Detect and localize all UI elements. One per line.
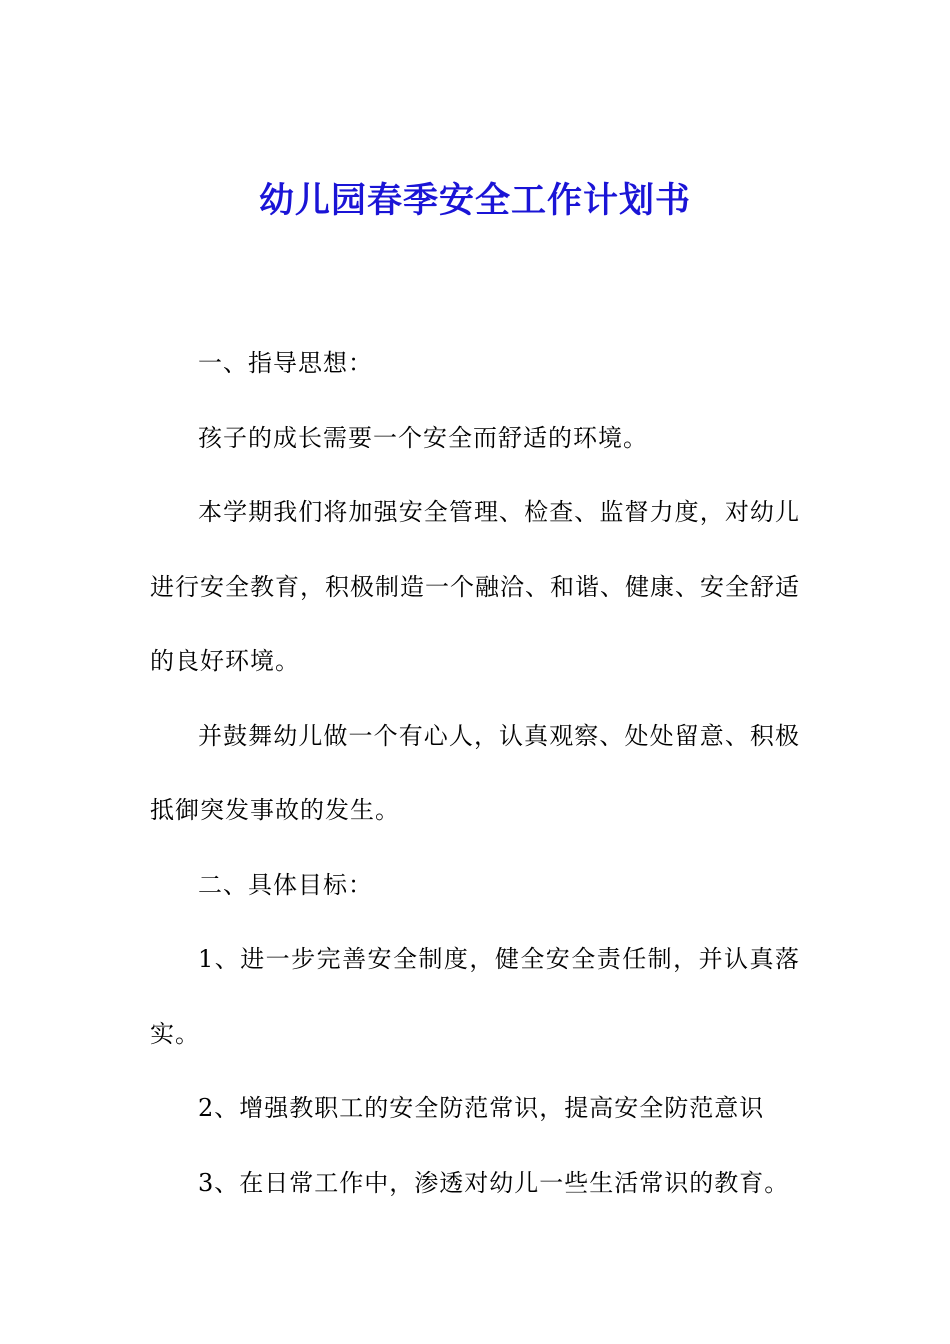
document-body xyxy=(150,326,800,1220)
section-heading-guiding-ideology: 一、指导思想： xyxy=(198,349,373,377)
list-item: 3、在日常工作中，渗透对幼儿一些生活常识的教育。 xyxy=(198,1168,790,1197)
paragraph: 并鼓舞幼儿做一个有心人，认真观察、处处留意、积极抵御突发事故的发生。 xyxy=(150,721,800,824)
section-heading-specific-goals: 二、具体目标： xyxy=(198,870,373,899)
list-item: 2、增强教职工的安全防范常识，提高安全防范意识 xyxy=(198,1094,765,1122)
list-item: 1、进一步完善安全制度，健全安全责任制，并认真落实。 xyxy=(150,945,800,1048)
document-title: 幼儿园春季安全工作计划书 xyxy=(258,181,691,221)
paragraph: 孩子的成长需要一个安全而舒适的环境。 xyxy=(198,423,648,452)
paragraph: 本学期我们将加强安全管理、检查、监督力度，对幼儿进行安全教育，积极制造一个融洽、和谐、健康、安全舒适的良好环境。 xyxy=(150,498,800,675)
